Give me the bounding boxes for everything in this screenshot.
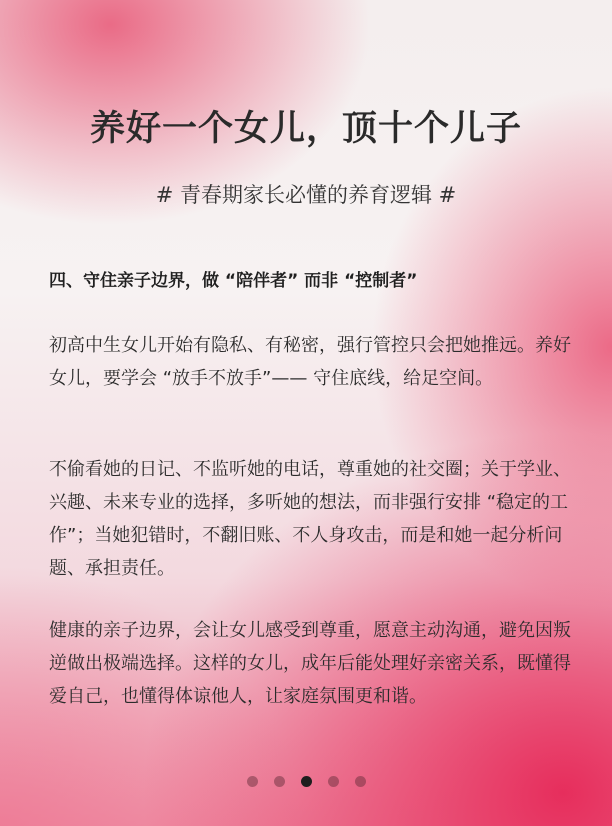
pagination-dot[interactable] [247,776,258,787]
paragraph-1: 初高中生女儿开始有隐私、有秘密，强行管控只会把她推远。养好女儿，要学会 “放手不放手”—— 守住底线，给足空间。 [49,335,571,389]
pagination-dot[interactable] [274,776,285,787]
paragraph-3: 健康的亲子边界，会让女儿感受到尊重，愿意主动沟通，避免因叛逆做出极端选择。这样的女儿，成年后能处理好亲密关系，既懂得爱自己，也懂得体谅他人，让家庭氛围更和谐。 [49,620,571,707]
pagination-dot[interactable] [355,776,366,787]
pagination-dot[interactable] [301,776,312,787]
post-title: 养好一个女儿，顶十个儿子 [89,109,522,149]
pagination-dots [0,776,612,787]
paragraph-2: 不偷看她的日记、不监听她的电话，尊重她的社交圈；关于学业、兴趣、未来专业的选择，多听她的想法，而非强行安排 “稳定的工作”；当她犯错时，不翻旧账、不人身攻击，而是和她一起分析问题、承担责任。 [49,459,571,579]
section-heading: 四、守住亲子边界，做 “陪伴者” 而非 “控制者” [49,271,418,291]
pagination-dot[interactable] [328,776,339,787]
post-subtitle: # 青春期家长必懂的养育逻辑 # [155,183,457,207]
